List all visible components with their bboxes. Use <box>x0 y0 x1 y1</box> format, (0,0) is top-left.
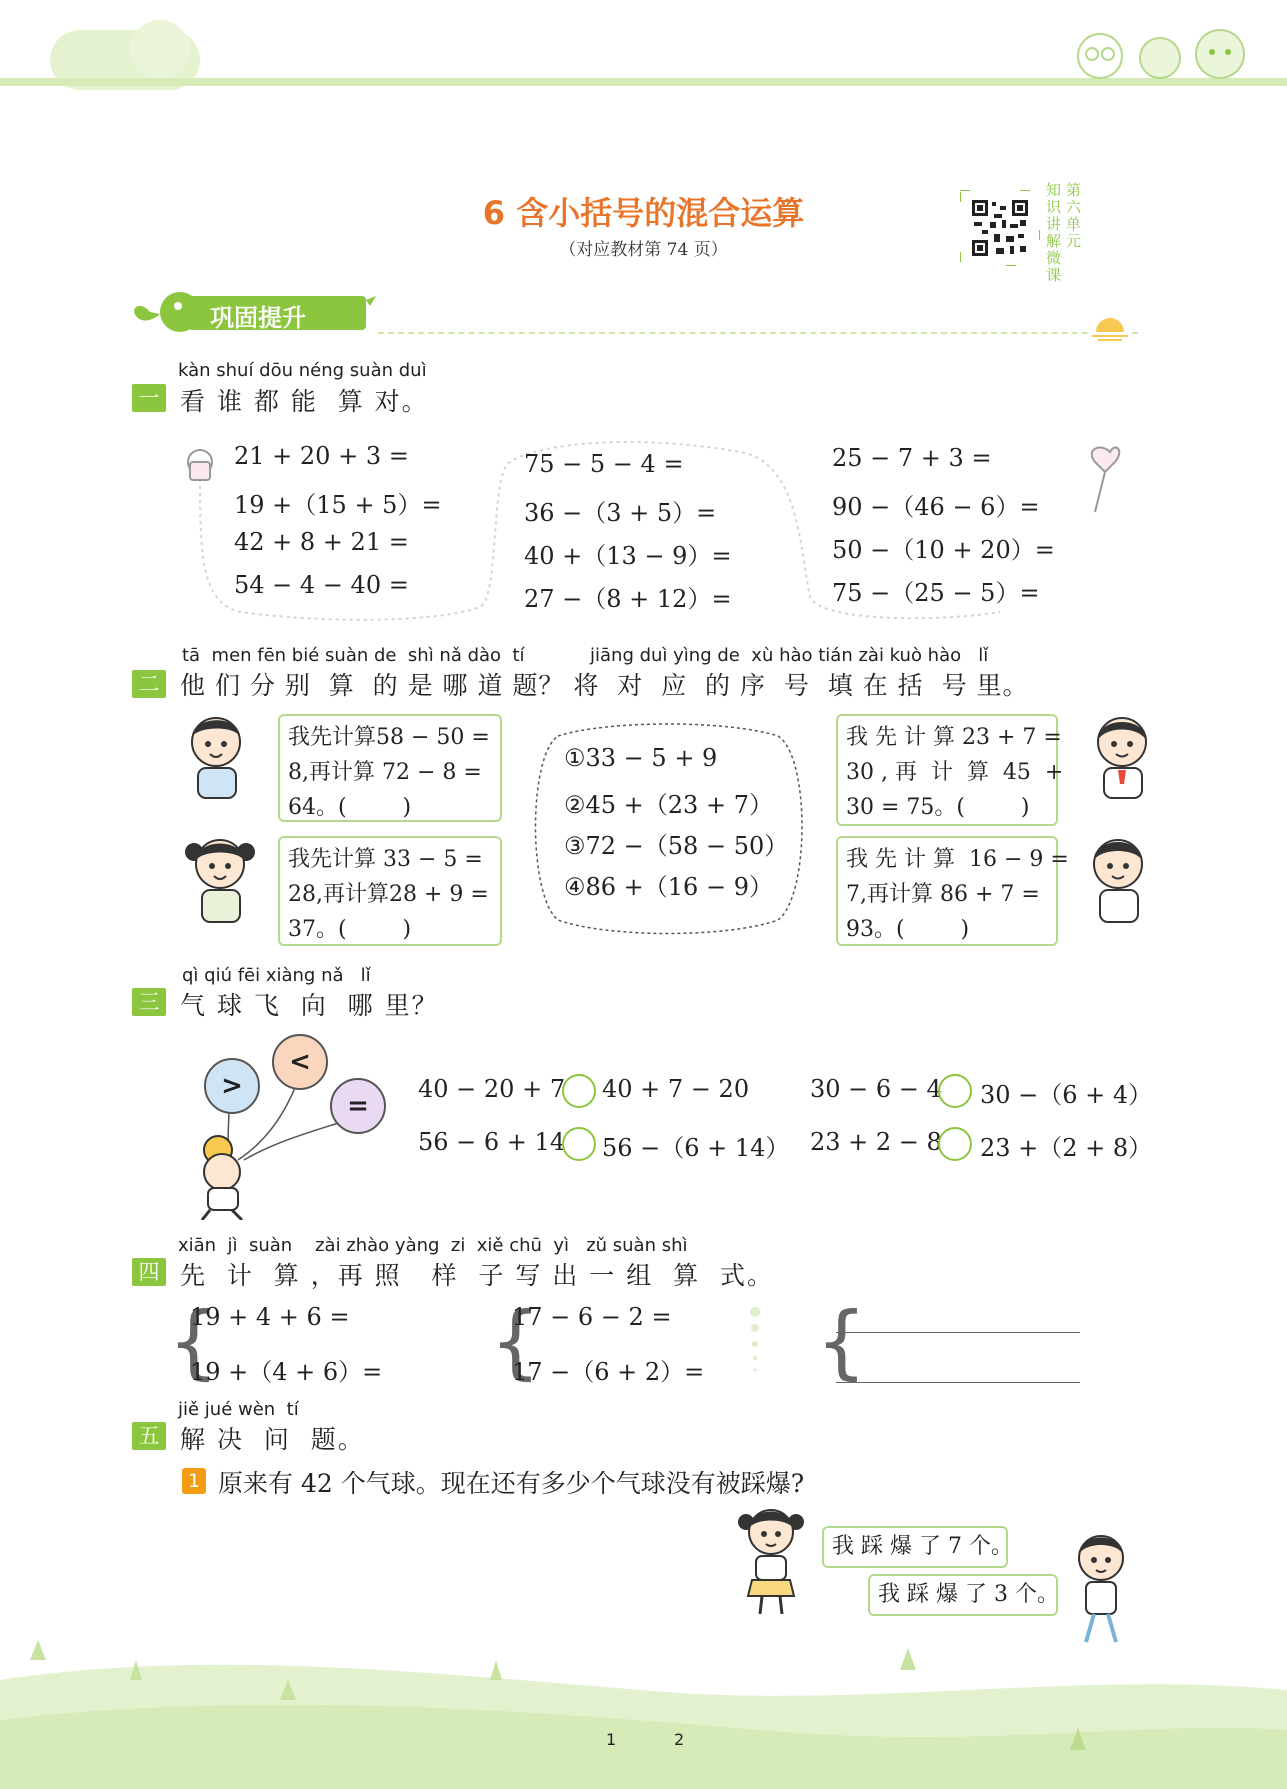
section1-badge: 一 <box>132 384 166 412</box>
question-text: 原来有 42 个气球。现在还有多少个气球没有被踩爆? <box>218 1469 805 1498</box>
section-banner-label: 巩固提升 <box>210 304 306 332</box>
option-item: ④86 +（16 − 9） <box>564 873 773 901</box>
bubble-line: 我先计算58 − 50 = <box>288 725 490 750</box>
balloon-greater: > <box>204 1058 260 1114</box>
footer-landscape <box>0 1640 1287 1789</box>
answer-line[interactable] <box>836 1382 1080 1383</box>
compare-answer-circle[interactable] <box>562 1074 596 1108</box>
section3-badge: 三 <box>132 988 166 1016</box>
equation: 25 − 7 + 3 = <box>832 444 992 472</box>
section5-badge: 五 <box>132 1422 166 1450</box>
girl-illustration <box>182 832 262 926</box>
group2-equation: 17 − 6 − 2 = <box>512 1303 672 1331</box>
brace-group1: { <box>168 1295 219 1388</box>
section4-title: 先 计 算 ，再 照 样 子 写 出 一 组 算 式。 <box>180 1261 774 1290</box>
option-item: ③72 −（58 − 50） <box>564 832 789 860</box>
equation: 42 + 8 + 21 = <box>234 528 409 556</box>
equation: 19 +（15 + 5）= <box>234 491 442 519</box>
equation: 75 − 5 − 4 = <box>524 450 684 478</box>
bubble-line: 93。( ) <box>846 917 970 942</box>
equation: 21 + 20 + 3 = <box>234 442 409 470</box>
dots-divider <box>748 1306 762 1380</box>
speech-bubble-top-left <box>278 714 502 822</box>
section2-pinyin-b: jiāng duì yìng de xù hào tián zài kuò hào lǐ <box>590 645 989 666</box>
option-item: ②45 +（23 + 7） <box>564 791 773 819</box>
compare-right: 40 + 7 − 20 <box>602 1075 750 1103</box>
bubble-line: 我 踩 爆 了 3 个。 <box>878 1582 1059 1607</box>
bubble-line: 我 踩 爆 了 7 个。 <box>832 1534 1013 1559</box>
bubble-line: 30 , 再 计 算 45 + <box>846 760 1064 785</box>
balloon-equal: = <box>330 1078 386 1134</box>
equation: 36 −（3 + 5）= <box>524 499 717 527</box>
bubble-line: 28,再计算28 + 9 = <box>288 882 489 907</box>
section2-title: 他 们 分 别 算 的 是 哪 道 题？ 将 对 应 的 序 号 填 在 括 号 里。 <box>180 671 1029 700</box>
bubble-line: 64。( ) <box>288 795 412 820</box>
equation: 50 −（10 + 20）= <box>832 536 1055 564</box>
brace-answer: { <box>816 1295 867 1388</box>
girl-2-illustration <box>736 1500 806 1618</box>
animal-faces-illustration <box>1060 20 1260 82</box>
bubble-line: 我 先 计 算 16 − 9 = <box>846 847 1069 872</box>
bubble-line: 8,再计算 72 − 8 = <box>288 760 482 785</box>
bubble-line: 37。( ) <box>288 917 412 942</box>
header-sun-decoration <box>130 20 190 80</box>
equation: 75 −（25 − 5）= <box>832 579 1040 607</box>
qr-label-unit: 第六单元 <box>1066 181 1082 250</box>
option-item: ①33 − 5 + 9 <box>564 744 718 772</box>
compare-right: 30 −（6 + 4） <box>980 1081 1153 1109</box>
page-number-right: 2 <box>674 1730 685 1749</box>
section3-title: 气 球 飞 向 哪 里？ <box>180 991 439 1020</box>
qr-code-icon[interactable] <box>960 190 1040 266</box>
section5-title: 解 决 问 题。 <box>180 1425 365 1454</box>
sunset-icon <box>1088 308 1132 344</box>
balloon-less: < <box>272 1034 328 1090</box>
girl-with-scarf-illustration <box>1082 712 1160 802</box>
equation: 40 +（13 − 9）= <box>524 542 732 570</box>
compare-right: 23 +（2 + 8） <box>980 1134 1153 1162</box>
speech-bubble-girl <box>822 1526 1013 1568</box>
page-subtitle: （对应教材第 74 页） <box>559 240 728 260</box>
page-number-left: 1 <box>606 1730 617 1749</box>
qr-label-knowledge: 知识讲解微课 <box>1046 181 1062 284</box>
speech-bubble-top-right <box>836 714 1064 826</box>
speech-bubble-bottom-left <box>278 836 502 946</box>
equation: 90 −（46 − 6）= <box>832 493 1040 521</box>
compare-left: 40 − 20 + 7 <box>418 1075 566 1103</box>
bubble-line: 我先计算 33 − 5 = <box>288 847 483 872</box>
compare-left: 30 − 6 − 4 <box>810 1075 942 1103</box>
page-title: 6 含小括号的混合运算 <box>482 194 805 232</box>
compare-left: 23 + 2 − 8 <box>810 1128 942 1156</box>
compare-left: 56 − 6 + 14 <box>418 1128 566 1156</box>
section1-title: 看 谁 都 能 算 对。 <box>180 387 429 416</box>
compare-right: 56 −（6 + 14） <box>602 1134 790 1162</box>
banner-divider <box>378 332 1138 334</box>
section5-pinyin: jiě jué wèn tí <box>178 1399 299 1420</box>
group2-equation: 17 −（6 + 2）= <box>512 1358 705 1386</box>
boy-2-illustration <box>1078 832 1160 926</box>
section3-pinyin: qì qiú fēi xiàng nǎ lǐ <box>182 965 371 986</box>
section1-col3 <box>832 444 1055 616</box>
section4-badge: 四 <box>132 1258 166 1286</box>
compare-answer-circle[interactable] <box>562 1127 596 1161</box>
answer-line[interactable] <box>836 1332 1080 1333</box>
group1-equation: 19 + 4 + 6 = <box>190 1303 350 1331</box>
compare-answer-circle[interactable] <box>938 1127 972 1161</box>
question-number: 1 <box>182 1468 206 1494</box>
section2-pinyin-a: tā men fēn bié suàn de shì nǎ dào tí <box>182 645 525 666</box>
bubble-line: 我 先 计 算 23 + 7 = <box>846 725 1062 750</box>
compare-answer-circle[interactable] <box>938 1074 972 1108</box>
bubble-line: 30 = 75。( ) <box>846 795 1030 820</box>
speech-bubble-boy <box>868 1574 1058 1616</box>
section1-col2 <box>524 450 732 622</box>
equation: 54 − 4 − 40 = <box>234 571 409 599</box>
section1-col1 <box>234 442 442 614</box>
options-list <box>564 744 788 908</box>
group1-equation: 19 +（4 + 6）= <box>190 1358 383 1386</box>
boy-3-illustration <box>1066 1528 1136 1646</box>
section4-pinyin: xiān jì suàn zài zhào yàng zi xiě chū yì zǔ suàn shì <box>178 1235 688 1256</box>
speech-bubble-bottom-right <box>836 836 1069 946</box>
section2-badge: 二 <box>132 670 166 698</box>
bubble-line: 7,再计算 86 + 7 = <box>846 882 1040 907</box>
boy-illustration <box>182 712 258 802</box>
brace-group2: { <box>490 1295 541 1388</box>
equation: 27 −（8 + 12）= <box>524 585 732 613</box>
section1-pinyin: kàn shuí dōu néng suàn duì <box>178 360 427 381</box>
